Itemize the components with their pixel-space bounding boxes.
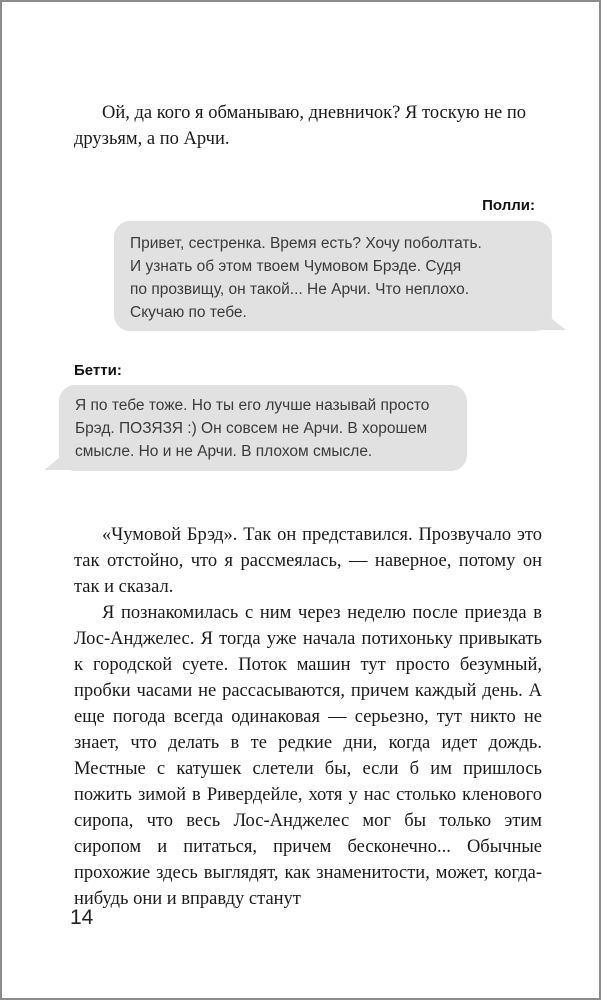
- bubble-tail-polly: [536, 306, 566, 330]
- message-bubble-polly: [114, 221, 552, 331]
- intro-paragraph: Ой, да кого я обманываю, дневничок? Я тоскую не по друзьям, а по Арчи.: [74, 103, 527, 149]
- speaker-polly: Полли:: [482, 197, 535, 214]
- message-line: Привет, сестренка. Время есть? Хочу поболтать.: [130, 235, 482, 252]
- bubble-tail-betty: [44, 446, 74, 470]
- message-line: И узнать об этом твоем Чумовом Брэде. Судя: [130, 258, 462, 275]
- page-number: 14: [70, 906, 94, 929]
- speaker-betty: Бетти:: [74, 362, 122, 379]
- message-bubble-betty: [59, 385, 467, 471]
- message-line: по прозвищу, он такой... Не Арчи. Что неплохо.: [130, 281, 470, 298]
- message-line: Я по тебе тоже. Но ты его лучше называй просто: [75, 397, 430, 414]
- story-paragraph: «Чумовой Брэд». Так он представился. Прозвучало это так отстойно, что я рассмеялась, — наверное, потому он так и сказал.: [74, 525, 542, 597]
- story-text: [74, 522, 542, 912]
- message-line: Брэд. ПОЗЯЗЯ :) Он совсем не Арчи. В хорошем: [75, 420, 428, 437]
- story-paragraph: Я познакомилась с ним через неделю после приезда в Лос-Анджелес. Я тогда уже начала потихоньку привыкать к городской суете. Поток машин тут просто безумный, пробки часами не рассасываются, причем каждый день. А еще погода всегда одинаковая — серьезно, тут никто не знает, что делать в те редкие дни, когда идет дождь. Местные с катушек слетели бы, если б им пришлось пожить зимой в Ривердейле, хотя у нас столько кленового сиропа, что весь Лос-Анджелес мог бы только этим сиропом и питаться, причем бесконечно... Обычные прохожие здесь выглядят, как знаменитости, может, когда-нибудь они и вправду станут: [74, 603, 542, 909]
- message-line: Скучаю по тебе.: [130, 304, 247, 321]
- message-line: смысле. Но и не Арчи. В плохом смысле.: [75, 443, 373, 460]
